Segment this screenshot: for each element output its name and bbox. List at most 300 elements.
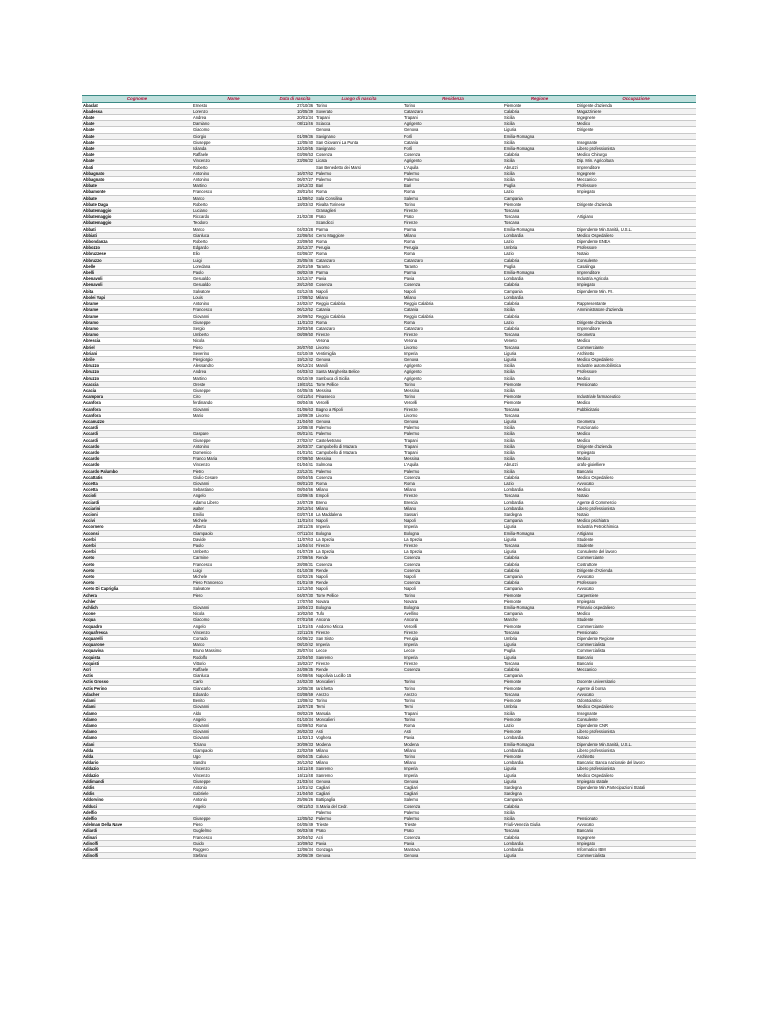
region-cell[interactable]: Campania	[503, 586, 576, 592]
region-cell[interactable]: Campania	[503, 611, 576, 617]
cognome-cell[interactable]: Abramo	[82, 319, 192, 325]
occupation-cell[interactable]: Primario ospedaliero	[576, 605, 696, 611]
residence-cell[interactable]: Roma	[403, 722, 503, 728]
birth-place-cell[interactable]: Andorno Micca	[315, 623, 403, 629]
region-cell[interactable]: Calabria	[503, 152, 576, 158]
residence-cell[interactable]: Cosenza	[403, 152, 503, 158]
residence-cell[interactable]: Agrigento	[403, 121, 503, 127]
birth-date-cell[interactable]: 11/01/45	[275, 623, 315, 629]
nome-cell[interactable]: Nicola	[192, 338, 275, 344]
birth-date-cell[interactable]: 08/04/55	[275, 474, 315, 480]
birth-place-cell[interactable]: Novara	[315, 598, 403, 604]
birth-place-cell[interactable]: Ventimiglia	[315, 350, 403, 356]
nome-cell[interactable]: Sandro	[192, 760, 275, 766]
cognome-cell[interactable]: Abbondanza	[82, 239, 192, 245]
occupation-cell[interactable]: Imprenditore	[576, 325, 696, 331]
birth-date-cell[interactable]: 04/11/54	[275, 394, 315, 400]
cognome-cell[interactable]: Abate	[82, 133, 192, 139]
column-header-luogo-di-nascita[interactable]: Luogo di nascita	[315, 96, 403, 103]
birth-date-cell[interactable]: 04/08/66	[275, 673, 315, 679]
cognome-cell[interactable]: Acri	[82, 667, 192, 673]
birth-date-cell[interactable]: 08/02/29	[275, 710, 315, 716]
birth-place-cell[interactable]: Palermo	[315, 177, 403, 183]
occupation-cell[interactable]: Notaio	[576, 251, 696, 257]
region-cell[interactable]: Calabria	[503, 257, 576, 263]
birth-date-cell[interactable]: 06/07/27	[275, 177, 315, 183]
occupation-cell[interactable]: Dirigente d'azienda	[576, 443, 696, 449]
nome-cell[interactable]: Edgardo	[192, 245, 275, 251]
occupation-cell[interactable]: Carpentiere	[576, 592, 696, 598]
region-cell[interactable]: Lazio	[503, 189, 576, 195]
birth-date-cell[interactable]: 30/04/52	[275, 834, 315, 840]
region-cell[interactable]: Emilia-Romagna	[503, 605, 576, 611]
occupation-cell[interactable]: Impiegato	[576, 282, 696, 288]
cognome-cell[interactable]: Acciardi	[82, 499, 192, 505]
birth-place-cell[interactable]: Prato	[315, 214, 403, 220]
birth-place-cell[interactable]: Castelvetrano	[315, 437, 403, 443]
residence-cell[interactable]: Torino	[403, 698, 503, 704]
nome-cell[interactable]: Angelo	[192, 803, 275, 809]
region-cell[interactable]: Friuli-Venezia Giulia	[503, 822, 576, 828]
birth-place-cell[interactable]: Messina	[315, 387, 403, 393]
birth-place-cell[interactable]: Campobello di Mazara	[315, 443, 403, 449]
nome-cell[interactable]: Vincenzo	[192, 158, 275, 164]
residence-cell[interactable]: L'Aquila	[403, 164, 503, 170]
birth-place-cell[interactable]: Cosenza	[315, 152, 403, 158]
birth-date-cell[interactable]: 12/05/40	[275, 139, 315, 145]
nome-cell[interactable]: Gesualdo	[192, 276, 275, 282]
birth-place-cell[interactable]: Soverato	[315, 108, 403, 114]
birth-place-cell[interactable]: Cosenza	[315, 561, 403, 567]
birth-place-cell[interactable]: Pinasseco	[315, 394, 403, 400]
residence-cell[interactable]: Milano	[403, 505, 503, 511]
nome-cell[interactable]: Gianluca	[192, 232, 275, 238]
cognome-cell[interactable]: Adamo	[82, 722, 192, 728]
birth-place-cell[interactable]: Sanremo	[315, 654, 403, 660]
region-cell[interactable]: Lombardia	[503, 276, 576, 282]
region-cell[interactable]: Toscana	[503, 412, 576, 418]
nome-cell[interactable]: Iolanda	[192, 146, 275, 152]
nome-cell[interactable]: Antonino	[192, 301, 275, 307]
birth-place-cell[interactable]: Cerro Maggiore	[315, 232, 403, 238]
occupation-cell[interactable]: Ingegnere	[576, 115, 696, 121]
region-cell[interactable]: Sicilia	[503, 177, 576, 183]
occupation-cell[interactable]: Medico	[576, 456, 696, 462]
region-cell[interactable]: Sicilia	[503, 815, 576, 821]
cognome-cell[interactable]: Abate	[82, 127, 192, 133]
cognome-cell[interactable]: Adami	[82, 698, 192, 704]
birth-place-cell[interactable]: Trieste	[315, 822, 403, 828]
birth-place-cell[interactable]: Genova	[315, 853, 403, 859]
region-cell[interactable]: Lombardia	[503, 505, 576, 511]
residence-cell[interactable]: Trapani	[403, 710, 503, 716]
birth-date-cell[interactable]: 20/01/34	[275, 115, 315, 121]
occupation-cell[interactable]: Industrie automobilistica	[576, 363, 696, 369]
occupation-cell[interactable]: Notaio	[576, 493, 696, 499]
cognome-cell[interactable]: Accardo Palumbo	[82, 468, 192, 474]
birth-place-cell[interactable]: Empoli	[315, 493, 403, 499]
residence-cell[interactable]: Trapani	[403, 443, 503, 449]
cognome-cell[interactable]: Accetta	[82, 480, 192, 486]
cognome-cell[interactable]: Adiardi	[82, 828, 192, 834]
occupation-cell[interactable]: Studente	[576, 536, 696, 542]
nome-cell[interactable]: Piero	[192, 592, 275, 598]
nome-cell[interactable]: Franco Maria	[192, 456, 275, 462]
birth-place-cell[interactable]: Cagliari	[315, 791, 403, 797]
birth-date-cell[interactable]: 19/12/42	[275, 356, 315, 362]
birth-place-cell[interactable]: Sambuca di Sicilia	[315, 375, 403, 381]
birth-place-cell[interactable]: Perugia	[315, 245, 403, 251]
birth-date-cell[interactable]: 22/04/50	[275, 654, 315, 660]
birth-date-cell[interactable]: 19/12/33	[275, 183, 315, 189]
nome-cell[interactable]: Antonio	[192, 797, 275, 803]
occupation-cell[interactable]: Artigiano	[576, 530, 696, 536]
cognome-cell[interactable]: Acciarini	[82, 505, 192, 511]
region-cell[interactable]: Piemonte	[503, 729, 576, 735]
occupation-cell[interactable]: Commerciante	[576, 555, 696, 561]
region-cell[interactable]: Calabria	[503, 580, 576, 586]
region-cell[interactable]: Piemonte	[503, 679, 576, 685]
occupation-cell[interactable]: Consulente	[576, 716, 696, 722]
birth-date-cell[interactable]: 12/05/52	[275, 815, 315, 821]
birth-date-cell[interactable]: 01/10/34	[275, 716, 315, 722]
birth-place-cell[interactable]: Torre Pellice	[315, 592, 403, 598]
residence-cell[interactable]: Messina	[403, 387, 503, 393]
occupation-cell[interactable]: Medico	[576, 400, 696, 406]
residence-cell[interactable]: Palermo	[403, 431, 503, 437]
cognome-cell[interactable]: Abate	[82, 146, 192, 152]
residence-cell[interactable]: Catania	[403, 307, 503, 313]
residence-cell[interactable]: Agrigento	[403, 369, 503, 375]
cognome-cell[interactable]: Acampora	[82, 394, 192, 400]
region-cell[interactable]: Lombardia	[503, 232, 576, 238]
cognome-cell[interactable]: Adani	[82, 741, 192, 747]
birth-date-cell[interactable]: 07/09/50	[275, 456, 315, 462]
residence-cell[interactable]: Roma	[403, 189, 503, 195]
residence-cell[interactable]: Lecce	[403, 648, 503, 654]
birth-place-cell[interactable]: Genova	[315, 418, 403, 424]
region-cell[interactable]: Piemonte	[503, 623, 576, 629]
birth-date-cell[interactable]: 12/12/50	[275, 586, 315, 592]
birth-date-cell[interactable]: 26/02/33	[275, 729, 315, 735]
birth-date-cell[interactable]: 11/01/44	[275, 518, 315, 524]
residence-cell[interactable]: Parma	[403, 270, 503, 276]
region-cell[interactable]: Campania	[503, 574, 576, 580]
nome-cell[interactable]: Giuseppe	[192, 437, 275, 443]
birth-place-cell[interactable]: Marsili	[315, 363, 403, 369]
birth-place-cell[interactable]: Prato	[315, 828, 403, 834]
residence-cell[interactable]: Catanzaro	[403, 108, 503, 114]
cognome-cell[interactable]: Achera	[82, 592, 192, 598]
nome-cell[interactable]: Giancarlo	[192, 685, 275, 691]
occupation-cell[interactable]: Magazziniere	[576, 108, 696, 114]
residence-cell[interactable]: Milano	[403, 294, 503, 300]
region-cell[interactable]: Calabria	[503, 282, 576, 288]
birth-place-cell[interactable]: Milano	[315, 294, 403, 300]
cognome-cell[interactable]: Adinolfi	[82, 853, 192, 859]
residence-cell[interactable]: Perugia	[403, 245, 503, 251]
occupation-cell[interactable]: Meccanico	[576, 667, 696, 673]
nome-cell[interactable]: Marco	[192, 226, 275, 232]
residence-cell[interactable]: Reggio Calabria	[403, 313, 503, 319]
cognome-cell[interactable]: Abrile	[82, 356, 192, 362]
birth-place-cell[interactable]: Genova	[315, 778, 403, 784]
nome-cell[interactable]: Alessandro	[192, 363, 275, 369]
cognome-cell[interactable]: Adinari	[82, 834, 192, 840]
cognome-cell[interactable]: Abelli	[82, 270, 192, 276]
birth-date-cell[interactable]: 09/11/53	[275, 803, 315, 809]
birth-place-cell[interactable]: Modena	[315, 741, 403, 747]
residence-cell[interactable]: Napoli	[403, 574, 503, 580]
cognome-cell[interactable]: Aceto	[82, 574, 192, 580]
birth-date-cell[interactable]: 28/11/36	[275, 524, 315, 530]
nome-cell[interactable]: Marco	[192, 195, 275, 201]
cognome-cell[interactable]: Acquista	[82, 654, 192, 660]
region-cell[interactable]: Sicilia	[503, 369, 576, 375]
occupation-cell[interactable]: Professore	[576, 369, 696, 375]
region-cell[interactable]: Lombardia	[503, 499, 576, 505]
region-cell[interactable]: Piemonte	[503, 381, 576, 387]
birth-place-cell[interactable]: Genova	[315, 127, 403, 133]
region-cell[interactable]: Toscana	[503, 344, 576, 350]
nome-cell[interactable]: Giorgio	[192, 133, 275, 139]
region-cell[interactable]: Lombardia	[503, 735, 576, 741]
cognome-cell[interactable]: Abaclat	[82, 102, 192, 108]
cognome-cell[interactable]: Acerbi	[82, 536, 192, 542]
cognome-cell[interactable]: Abate	[82, 121, 192, 127]
region-cell[interactable]: Emilia-Romagna	[503, 270, 576, 276]
region-cell[interactable]: Lazio	[503, 319, 576, 325]
birth-place-cell[interactable]: Trapani	[315, 115, 403, 121]
region-cell[interactable]: Liguria	[503, 350, 576, 356]
birth-place-cell[interactable]: Gonzaga	[315, 846, 403, 852]
birth-place-cell[interactable]: Milano	[315, 747, 403, 753]
cognome-cell[interactable]: Acanfora	[82, 406, 192, 412]
nome-cell[interactable]: Giuseppe	[192, 815, 275, 821]
birth-place-cell[interactable]: Reggio Calabria	[315, 301, 403, 307]
region-cell[interactable]: Campania	[503, 518, 576, 524]
cognome-cell[interactable]: Acquadro	[82, 623, 192, 629]
cognome-cell[interactable]: Accivi	[82, 518, 192, 524]
occupation-cell[interactable]: Medico	[576, 338, 696, 344]
occupation-cell[interactable]: Pensionato	[576, 629, 696, 635]
cognome-cell[interactable]: Abadessa	[82, 108, 192, 114]
birth-date-cell[interactable]: 14/01/42	[275, 784, 315, 790]
cognome-cell[interactable]: Abrame	[82, 313, 192, 319]
birth-place-cell[interactable]: Rivalta Torinese	[315, 201, 403, 207]
residence-cell[interactable]: La Spezia	[403, 549, 503, 555]
region-cell[interactable]: Puglia	[503, 183, 576, 189]
birth-date-cell[interactable]: 15/02/27	[275, 660, 315, 666]
residence-cell[interactable]: Vercelli	[403, 623, 503, 629]
birth-place-cell[interactable]: San Giovanni La Punta	[315, 139, 403, 145]
region-cell[interactable]: Liguria	[503, 524, 576, 530]
region-cell[interactable]: Liguria	[503, 356, 576, 362]
cognome-cell[interactable]: Abate	[82, 115, 192, 121]
cognome-cell[interactable]: Acaccia	[82, 381, 192, 387]
region-cell[interactable]: Sardegna	[503, 512, 576, 518]
region-cell[interactable]: Liguria	[503, 418, 576, 424]
region-cell[interactable]: Liguria	[503, 853, 576, 859]
cognome-cell[interactable]: Abruzzo	[82, 375, 192, 381]
cognome-cell[interactable]: Accardi	[82, 425, 192, 431]
nome-cell[interactable]: Emilio	[192, 512, 275, 518]
cognome-cell[interactable]: Abenavoli	[82, 282, 192, 288]
cognome-cell[interactable]: Actis Grosso	[82, 679, 192, 685]
cognome-cell[interactable]: Acqua	[82, 617, 192, 623]
birth-place-cell[interactable]: Firenze	[315, 543, 403, 549]
residence-cell[interactable]: Roma	[403, 251, 503, 257]
cognome-cell[interactable]: Abita	[82, 288, 192, 294]
nome-cell[interactable]: Giovanni	[192, 605, 275, 611]
cognome-cell[interactable]: Abate	[82, 139, 192, 145]
residence-cell[interactable]: Cosenza	[403, 282, 503, 288]
residence-cell[interactable]: Mantova	[403, 846, 503, 852]
birth-date-cell[interactable]: 27/09/56	[275, 555, 315, 561]
residence-cell[interactable]: Catanzaro	[403, 325, 503, 331]
birth-place-cell[interactable]: Palermo	[315, 425, 403, 431]
birth-place-cell[interactable]: Palermo	[315, 815, 403, 821]
residence-cell[interactable]: Torino	[403, 716, 503, 722]
nome-cell[interactable]: Roberto	[192, 239, 275, 245]
birth-date-cell[interactable]: 24/02/30	[275, 679, 315, 685]
cognome-cell[interactable]: Acconsi	[82, 530, 192, 536]
birth-place-cell[interactable]: Savignano	[315, 146, 403, 152]
region-cell[interactable]: Sicilia	[503, 158, 576, 164]
nome-cell[interactable]: Teodoro	[192, 220, 275, 226]
residence-cell[interactable]: Trapani	[403, 449, 503, 455]
residence-cell[interactable]: Vercelli	[403, 400, 503, 406]
residence-cell[interactable]: Pavia	[403, 735, 503, 741]
birth-place-cell[interactable]: Roma	[315, 239, 403, 245]
residence-cell[interactable]: Pavia	[403, 276, 503, 282]
birth-date-cell[interactable]: 12/06/34	[275, 846, 315, 852]
occupation-cell[interactable]: Medico	[576, 611, 696, 617]
nome-cell[interactable]: Angelo	[192, 493, 275, 499]
region-cell[interactable]: Toscana	[503, 332, 576, 338]
residence-cell[interactable]: Firenze	[403, 493, 503, 499]
region-cell[interactable]: Sicilia	[503, 375, 576, 381]
birth-date-cell[interactable]: 21/04/60	[275, 418, 315, 424]
residence-cell[interactable]: Avellino	[403, 611, 503, 617]
cognome-cell[interactable]: Acanfora	[82, 400, 192, 406]
birth-date-cell[interactable]: 04/05/45	[275, 387, 315, 393]
birth-place-cell[interactable]: Napolivia Lucillo 15	[315, 673, 403, 679]
occupation-cell[interactable]: Casalinga	[576, 263, 696, 269]
nome-cell[interactable]: walter	[192, 505, 275, 511]
residence-cell[interactable]: Verona	[403, 338, 503, 344]
birth-place-cell[interactable]: Roma	[315, 319, 403, 325]
nome-cell[interactable]: Paolo	[192, 270, 275, 276]
birth-date-cell[interactable]: 06/03/48	[275, 828, 315, 834]
residence-cell[interactable]: Palermo	[403, 170, 503, 176]
birth-place-cell[interactable]: Licata	[315, 158, 403, 164]
nome-cell[interactable]: Riccardo	[192, 214, 275, 220]
region-cell[interactable]: Campania	[503, 673, 576, 679]
occupation-cell[interactable]: Geometra	[576, 418, 696, 424]
birth-date-cell[interactable]: 17/08/52	[275, 294, 315, 300]
birth-place-cell[interactable]: Firenze	[315, 629, 403, 635]
birth-date-cell[interactable]: 22/11/26	[275, 629, 315, 635]
residence-cell[interactable]: Firenze	[403, 406, 503, 412]
region-cell[interactable]: Marche	[503, 617, 576, 623]
cognome-cell[interactable]: Abbate Daga	[82, 201, 192, 207]
cognome-cell[interactable]: Abrame	[82, 307, 192, 313]
birth-place-cell[interactable]: Firenze	[315, 332, 403, 338]
cognome-cell[interactable]: Adamo	[82, 710, 192, 716]
residence-cell[interactable]: Imperia	[403, 524, 503, 530]
occupation-cell[interactable]: Dirigente d'azienda	[576, 319, 696, 325]
birth-date-cell[interactable]: 25/07/44	[275, 648, 315, 654]
column-header-regione[interactable]: Regione	[503, 96, 576, 103]
birth-date-cell[interactable]: 08/04/46	[275, 400, 315, 406]
occupation-cell[interactable]: Dipendente Regione	[576, 636, 696, 642]
nome-cell[interactable]: Adamo Libero	[192, 499, 275, 505]
occupation-cell[interactable]: Rappresentante	[576, 301, 696, 307]
residence-cell[interactable]: Genova	[403, 418, 503, 424]
nome-cell[interactable]: Sergio	[192, 325, 275, 331]
birth-date-cell[interactable]: 03/08/59	[275, 691, 315, 697]
region-cell[interactable]: Toscana	[503, 828, 576, 834]
birth-date-cell[interactable]: 10/05/38	[275, 685, 315, 691]
cognome-cell[interactable]: Abbamonte	[82, 189, 192, 195]
region-cell[interactable]: Calabria	[503, 474, 576, 480]
cognome-cell[interactable]: Abbatemaggio	[82, 208, 192, 214]
cognome-cell[interactable]: Addorvino	[82, 797, 192, 803]
nome-cell[interactable]: Martino	[192, 183, 275, 189]
column-header-residenza[interactable]: Residenza	[403, 96, 503, 103]
cognome-cell[interactable]: Addis	[82, 784, 192, 790]
occupation-cell[interactable]: Medico Ospedaliero	[576, 772, 696, 778]
cognome-cell[interactable]: Adinolfi	[82, 846, 192, 852]
birth-place-cell[interactable]: Arezzo	[315, 691, 403, 697]
residence-cell[interactable]: Torino	[403, 394, 503, 400]
nome-cell[interactable]: Andrea	[192, 115, 275, 121]
birth-date-cell[interactable]: 26/03/37	[275, 443, 315, 449]
residence-cell[interactable]: Terni	[403, 704, 503, 710]
nome-cell[interactable]: Oreste	[192, 381, 275, 387]
region-cell[interactable]: Toscana	[503, 406, 576, 412]
cognome-cell[interactable]: Acerbi	[82, 549, 192, 555]
birth-place-cell[interactable]: Milano	[315, 760, 403, 766]
occupation-cell[interactable]: Dip. Min. Agricoltura	[576, 158, 696, 164]
birth-place-cell[interactable]: Vercelli	[315, 400, 403, 406]
nome-cell[interactable]: Giuseppe	[192, 319, 275, 325]
region-cell[interactable]: Umbria	[503, 245, 576, 251]
residence-cell[interactable]: Torino	[403, 381, 503, 387]
occupation-cell[interactable]: Commercialista	[576, 648, 696, 654]
residence-cell[interactable]: Catanzaro	[403, 257, 503, 263]
birth-date-cell[interactable]: 25/05/46	[275, 257, 315, 263]
birth-place-cell[interactable]: Bagno a Ripoli	[315, 406, 403, 412]
cognome-cell[interactable]: Aceto	[82, 580, 192, 586]
nome-cell[interactable]: Louis	[192, 294, 275, 300]
birth-date-cell[interactable]: 27/02/47	[275, 437, 315, 443]
nome-cell[interactable]: Piero	[192, 822, 275, 828]
cognome-cell[interactable]: Adelfio	[82, 809, 192, 815]
region-cell[interactable]: Toscana	[503, 493, 576, 499]
birth-place-cell[interactable]: Moncalieri	[315, 716, 403, 722]
residence-cell[interactable]: Reggio Calabria	[403, 301, 503, 307]
occupation-cell[interactable]: Commercialista	[576, 853, 696, 859]
cognome-cell[interactable]: Addazio	[82, 772, 192, 778]
residence-cell[interactable]: Livorno	[403, 412, 503, 418]
nome-cell[interactable]: Vincenzo	[192, 629, 275, 635]
region-cell[interactable]: Piemonte	[503, 753, 576, 759]
residence-cell[interactable]: Napoli	[403, 586, 503, 592]
birth-date-cell[interactable]: 22/02/59	[275, 747, 315, 753]
region-cell[interactable]: Liguria	[503, 778, 576, 784]
